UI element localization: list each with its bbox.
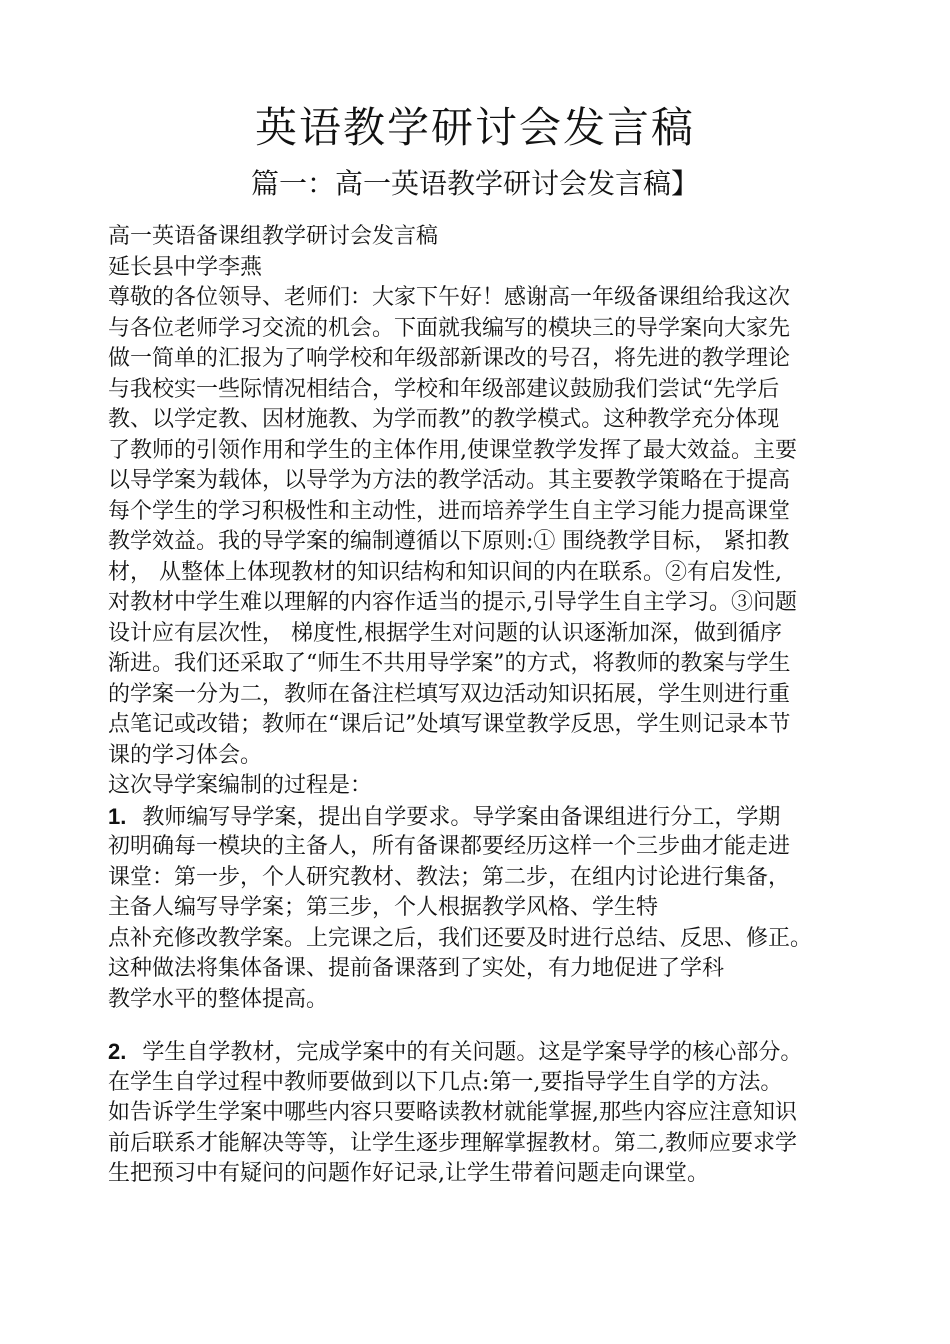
document-body xyxy=(108,222,868,1190)
text-line: 教学水平的整体提高。 xyxy=(108,986,329,1012)
text-line: 生把预习中有疑问的问题作好记录,让学生带着问题走向课堂。 xyxy=(108,1161,709,1186)
text-line: 尊敬的各位领导、老师们：大家下午好！感谢高一年级备课组给我这次 xyxy=(108,285,791,310)
text-line: 如告诉学生学案中哪些内容只要略读教材就能掌握,那些内容应注意知识 xyxy=(108,1100,797,1125)
text-line: 了教师的引领作用和学生的主体作用,使课堂教学发挥了最大效益。主要 xyxy=(108,437,797,463)
text-line: 渐进。我们还采取了“师生不共用导学案”的方式，将教师的教案与学生 xyxy=(108,651,791,676)
text-line: 在学生自学过程中教师要做到以下几点:第一,要指导学生自学的方法。 xyxy=(108,1069,783,1095)
text-line: 课堂：第一步，个人研究教材、教法；第二步，在组内讨论进行集备， xyxy=(108,864,791,890)
text-line: 教、以学定教、因材施教、为学而教”的教学模式。这种教学充分体现 xyxy=(108,407,780,432)
text-line: 点补充修改教学案。上完课之后，我们还要及时进行总结、反思、修正。 xyxy=(108,925,813,951)
list-item-2-first-line xyxy=(108,1037,868,1068)
text-line: 主备人编写导学案；第三步，个人根据教学风格、学生特 xyxy=(108,895,659,920)
list-item-1-number: 1. xyxy=(108,803,127,829)
list-item-2-number: 2. xyxy=(108,1039,127,1064)
list-item-1-first-line xyxy=(108,802,868,833)
text-line: 初明确每一模块的主备人，所有备课都要经历这样一个三步曲才能走进 xyxy=(108,834,791,859)
text-line: 这种做法将集体备课、提前备课落到了实处，有力地促进了学科 xyxy=(108,956,725,981)
text-line: 对教材中学生难以理解的内容作适当的提示,引导学生自主学习。③问题 xyxy=(108,590,797,615)
text-line: 课的学习体会。 xyxy=(108,742,263,768)
text-line: 与各位老师学习交流的机会。下面就我编写的模块三的导学案向大家先 xyxy=(108,315,791,341)
text-line: 与我校实一些际情况相结合，学校和年级部建议鼓励我们尝试“先学后 xyxy=(108,376,780,402)
text-line: 这次导学案编制的过程是： xyxy=(108,773,373,798)
text-line: 高一英语备课组教学研讨会发言稿 xyxy=(108,224,439,249)
list-item-1-text: 教师编写导学案，提出自学要求。导学案由备课组进行分工，学期 xyxy=(142,804,781,830)
document-subtitle: 篇一：高一英语教学研讨会发言稿】 xyxy=(250,167,699,200)
document-title: 英语教学研讨会发言稿 xyxy=(254,103,695,152)
text-line: 以导学案为载体，以导学为方法的教学活动。其主要教学策略在于提高 xyxy=(108,468,791,493)
text-line: 做一简单的汇报为了响学校和年级部新课改的号召，将先进的教学理论 xyxy=(108,346,791,371)
text-line: 点笔记或改错；教师在“课后记”处填写课堂教学反思，学生则记录本节 xyxy=(108,712,791,737)
text-line: 材， 从整体上体现教材的知识结构和知识间的内在联系。②有启发性, xyxy=(108,559,782,585)
text-line: 延长县中学李燕 xyxy=(108,254,263,280)
text-line: 教学效益。我的导学案的编制遵循以下原则:① 围绕教学目标， 紧扣教 xyxy=(108,529,790,554)
text-line: 每个学生的学习积极性和主动性，进而培养学生自主学习能力提高课堂 xyxy=(108,498,791,524)
text-line: 前后联系才能解决等等，让学生逐步理解掌握教材。第二,教师应要求学 xyxy=(108,1130,797,1156)
text-line: 设计应有层次性， 梯度性,根据学生对问题的认识逐渐加深，做到循序 xyxy=(108,620,782,646)
list-item-2-text: 学生自学教材，完成学案中的有关问题。这是学案导学的核心部分。 xyxy=(142,1040,803,1065)
paragraph-gap xyxy=(108,1015,868,1037)
text-line: 的学案一分为二，教师在备注栏填写双边活动知识拓展，学生则进行重 xyxy=(108,681,791,707)
